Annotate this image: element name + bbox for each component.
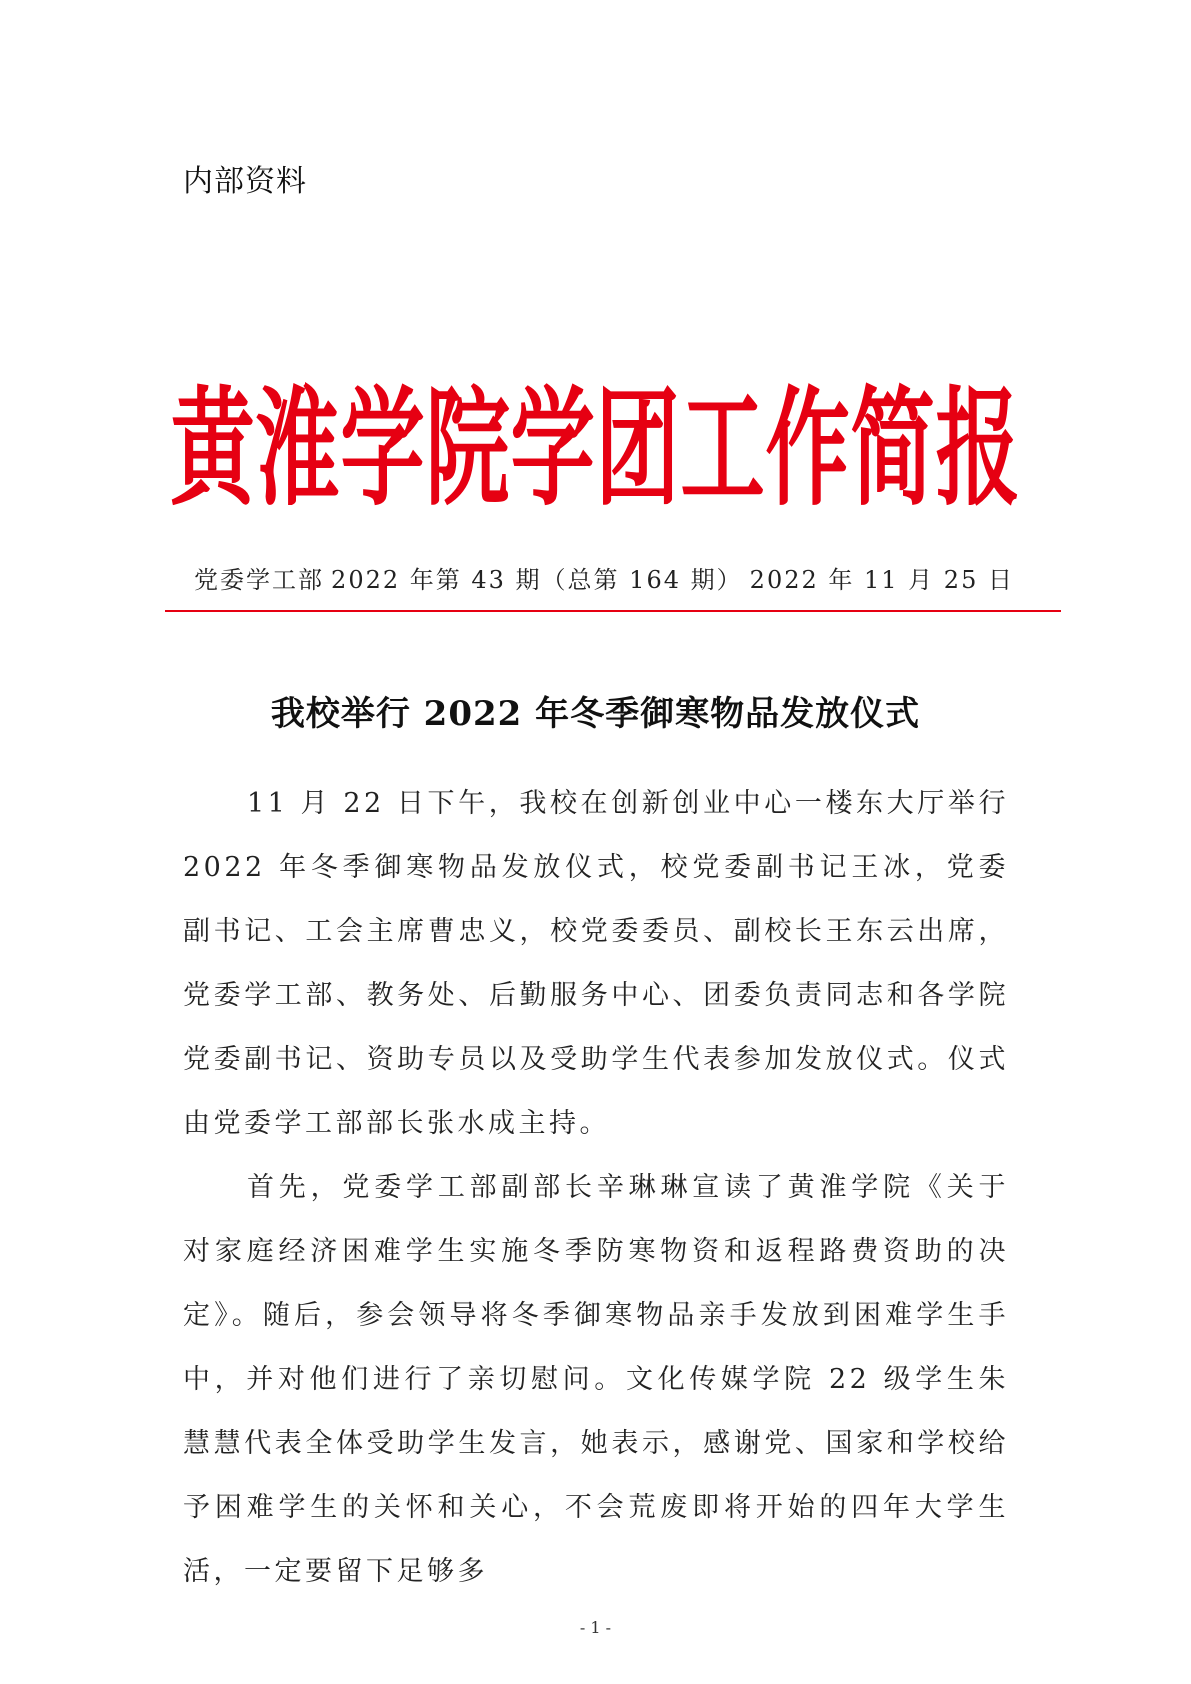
article-paragraph: 11 月 22 日下午，我校在创新创业中心一楼东大厅举行 2022 年冬季御寒物品发放仪式，校党委副书记王冰，党委副书记、工会主席曹忠义，校党委委员、副校长王东云出席，党委学工部、教务处、后勤服务中心、团委负责同志和各学院党委副书记、资助专员以及受助学生代表参加发放仪式。仪式由党委学工部部长张水成主持。: [183, 788, 1009, 1139]
department-label: 党委学工部: [194, 566, 324, 594]
issue-info-line: [194, 560, 1014, 595]
issue-date: 2022 年 11 月 25 日: [749, 566, 1014, 594]
article-body: [183, 772, 1009, 1604]
issue-number: 2022 年第 43 期（总第 164 期）: [331, 566, 743, 594]
article-paragraph: 首先，党委学工部副部长辛琳琳宣读了黄淮学院《关于对家庭经济困难学生实施冬季防寒物资和返程路费资助的决定》。随后，参会领导将冬季御寒物品亲手发放到困难学生手中，并对他们进行了亲切慰问。文化传媒学院 22 级学生朱慧慧代表全体受助学生发言，她表示，感谢党、国家和学校给予困难学生的关怀和关心，不会荒废即将开始的四年大学生活，一定要留下足够多: [183, 1172, 1009, 1587]
classification-label: 内部资料: [183, 164, 307, 199]
article-title: 我校举行 2022 年冬季御寒物品发放仪式: [270, 694, 921, 734]
masthead-title: 黄淮学院学团工作简报: [170, 374, 1021, 524]
page-number: - 1 -: [579, 1618, 612, 1637]
masthead-divider: [165, 610, 1061, 612]
